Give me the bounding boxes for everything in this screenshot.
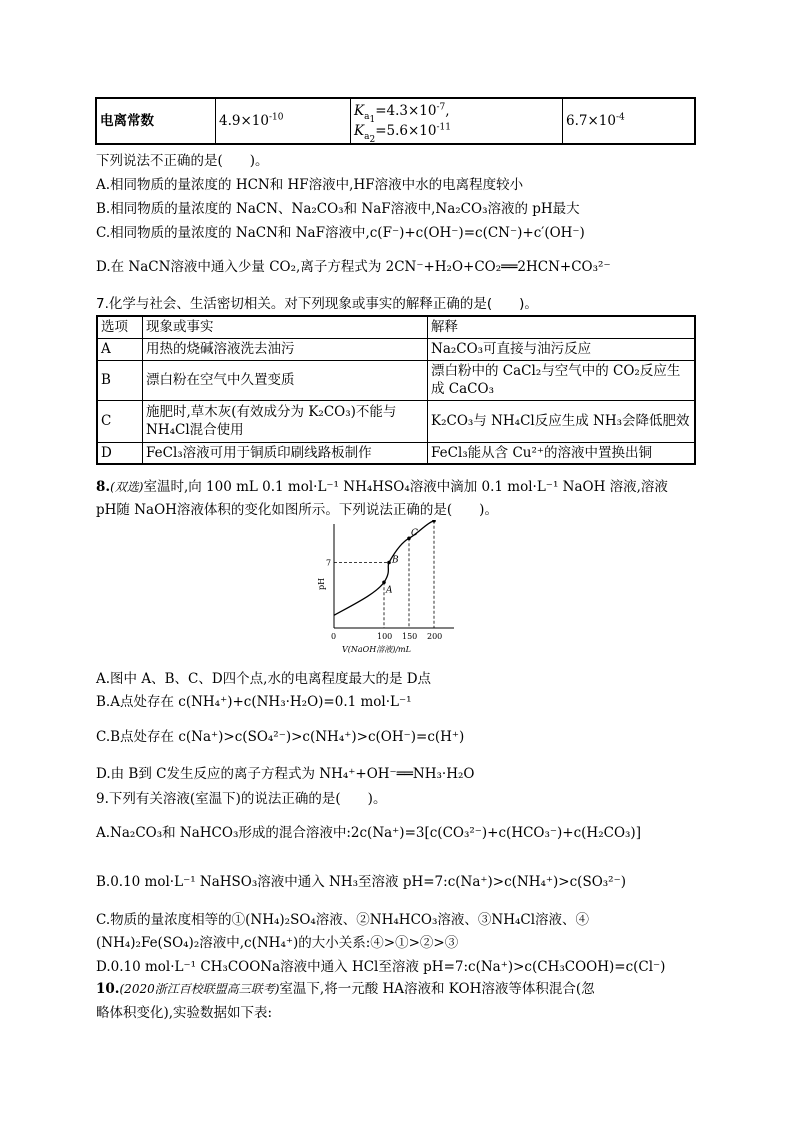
q7-row-b-explanation: 漂白粉中的 CaCl₂与空气中的 CO₂反应生成 CaCO₃ (428, 360, 696, 400)
q7-row (97, 442, 695, 464)
ka-table (95, 97, 696, 145)
q9-option-d: D.0.10 mol·L⁻¹ CH₃COONa溶液中通入 HCl至溶液 pH=7:c(Na⁺)>c(CH₃COOH)=c(Cl⁻) (96, 959, 666, 975)
q9-option-b: B.0.10 mol·L⁻¹ NaHSO₃溶液中通入 NH₃至溶液 pH=7:c(Na⁺)>c(NH₄⁺)>c(SO₃²⁻) (96, 874, 626, 890)
x-tick-150: 150 (402, 632, 418, 641)
point-A (382, 581, 386, 585)
x-axis-label: V(NaOH溶液)/mL (342, 645, 411, 654)
q7-row-a-phenomenon: 用热的烧碱溶液洗去油污 (143, 338, 428, 360)
q7-row-b-option: B (97, 360, 143, 400)
q7-row-d-explanation: FeCl₃能从含 Cu²⁺的溶液中置换出铜 (428, 442, 696, 464)
y-tick-7: 7 (326, 558, 332, 568)
point-B (387, 561, 391, 565)
ka-h2co3: $K_{a_1}=4.3\times 10^{-7}$, $K_{a_2}=5.6\times 10^{-11}$ (351, 98, 563, 144)
q7-row (97, 338, 695, 360)
point-label-A: A (386, 585, 393, 596)
q7-row-d-phenomenon: FeCl₃溶液可用于铜质印刷线路板制作 (143, 442, 428, 464)
q7-row-c-phenomenon: 施肥时,草木灰(有效成分为 K₂CO₃)不能与 NH₄Cl混合使用 (143, 400, 428, 442)
q9-option-a: A.Na₂CO₃和 NaHCO₃形成的混合溶液中:2c(Na⁺)=3[c(CO₃²⁻)+c(HCO₃⁻)+c(H₂CO₃)] (96, 825, 641, 841)
titration-curve (334, 521, 434, 616)
q6-option-d: D.在 NaCN溶液中通入少量 CO₂,离子方程式为 2CN⁻+H₂O+CO₂══2HCN+CO₃²⁻ (96, 259, 611, 275)
q8-stem-line1: 8.(双选)室温时,向 100 mL 0.1 mol·L⁻¹ NH₄HSO₄溶液中滴加 0.1 mol·L⁻¹ NaOH 溶液,溶液 (96, 479, 668, 495)
q7-row-c-option: C (97, 400, 143, 442)
q7-row-a-explanation: Na₂CO₃可直接与油污反应 (428, 338, 696, 360)
q7-row-a-option: A (97, 338, 143, 360)
q6-stem: 下列说法不正确的是( )。 (96, 153, 269, 169)
q9-option-c-line1: C.物质的量浓度相等的①(NH₄)₂SO₄溶液、②NH₄HCO₃溶液、③NH₄Cl溶液、④ (96, 912, 590, 928)
q6-option-b: B.相同物质的量浓度的 NaCN、Na₂CO₃和 NaF溶液中,Na₂CO₃溶液的 pH最大 (96, 201, 580, 217)
x-tick-0: 0 (331, 632, 337, 641)
q7-row-b-phenomenon: 漂白粉在空气中久置变质 (143, 360, 428, 400)
q8-option-c: C.B点处存在 c(Na⁺)>c(SO₄²⁻)>c(NH₄⁺)>c(OH⁻)=c(H⁺) (96, 729, 465, 745)
q7-row (97, 400, 695, 442)
q6-option-c: C.相同物质的量浓度的 NaCN和 NaF溶液中,c(F⁻)+c(OH⁻)=c(CN⁻)+c′(OH⁻) (96, 225, 585, 241)
q9-stem: 9.下列有关溶液(室温下)的说法正确的是( )。 (96, 791, 387, 807)
ka-label: 电离常数 (96, 98, 216, 144)
q7-header-explanation: 解释 (428, 316, 696, 338)
q6-option-a: A.相同物质的量浓度的 HCN和 HF溶液中,HF溶液中水的电离程度较小 (96, 177, 524, 193)
q9-option-c-line2: (NH₄)₂Fe(SO₄)₂溶液中,c(NH₄⁺)的大小关系:④>①>②>③ (96, 935, 459, 951)
q8-option-a: A.图中 A、B、C、D四个点,水的电离程度最大的是 D点 (96, 671, 432, 687)
ph-titration-chart (312, 520, 462, 660)
ka-hcn: $4.9\times 10^{-10}$ (216, 98, 351, 144)
x-tick-100: 100 (377, 632, 393, 641)
q8-stem-line2: pH随 NaOH溶液体积的变化如图所示。下列说法正确的是( )。 (96, 502, 498, 518)
y-axis-label: pH (317, 577, 326, 590)
point-label-C: C (411, 528, 418, 539)
q7-stem: 7.化学与社会、生活密切相关。对下列现象或事实的解释正确的是( )。 (96, 296, 538, 312)
q10-stem-line1: 10.(2020浙江百校联盟高三联考)室温下,将一元酸 HA溶液和 KOH溶液等体积混合(忽 (96, 981, 595, 997)
q10-stem-line2: 略体积变化),实验数据如下表: (96, 1005, 273, 1021)
q8-option-d: D.由 B到 C发生反应的离子方程式为 NH₄⁺+OH⁻══NH₃·H₂O (96, 766, 475, 782)
point-D (432, 520, 436, 523)
q8-option-b: B.A点处存在 c(NH₄⁺)+c(NH₃·H₂O)=0.1 mol·L⁻¹ (96, 694, 412, 710)
point-label-B: B (392, 555, 399, 566)
q7-row-c-explanation: K₂CO₃与 NH₄Cl反应生成 NH₃会降低肥效 (428, 400, 696, 442)
x-tick-200: 200 (427, 632, 443, 641)
q7-table (96, 315, 696, 465)
ka-hf: $6.7\times 10^{-4}$ (563, 98, 696, 144)
q7-row-d-option: D (97, 442, 143, 464)
q7-header-option: 选项 (97, 316, 143, 338)
q7-row (97, 360, 695, 400)
q7-header-phenomenon: 现象或事实 (143, 316, 428, 338)
